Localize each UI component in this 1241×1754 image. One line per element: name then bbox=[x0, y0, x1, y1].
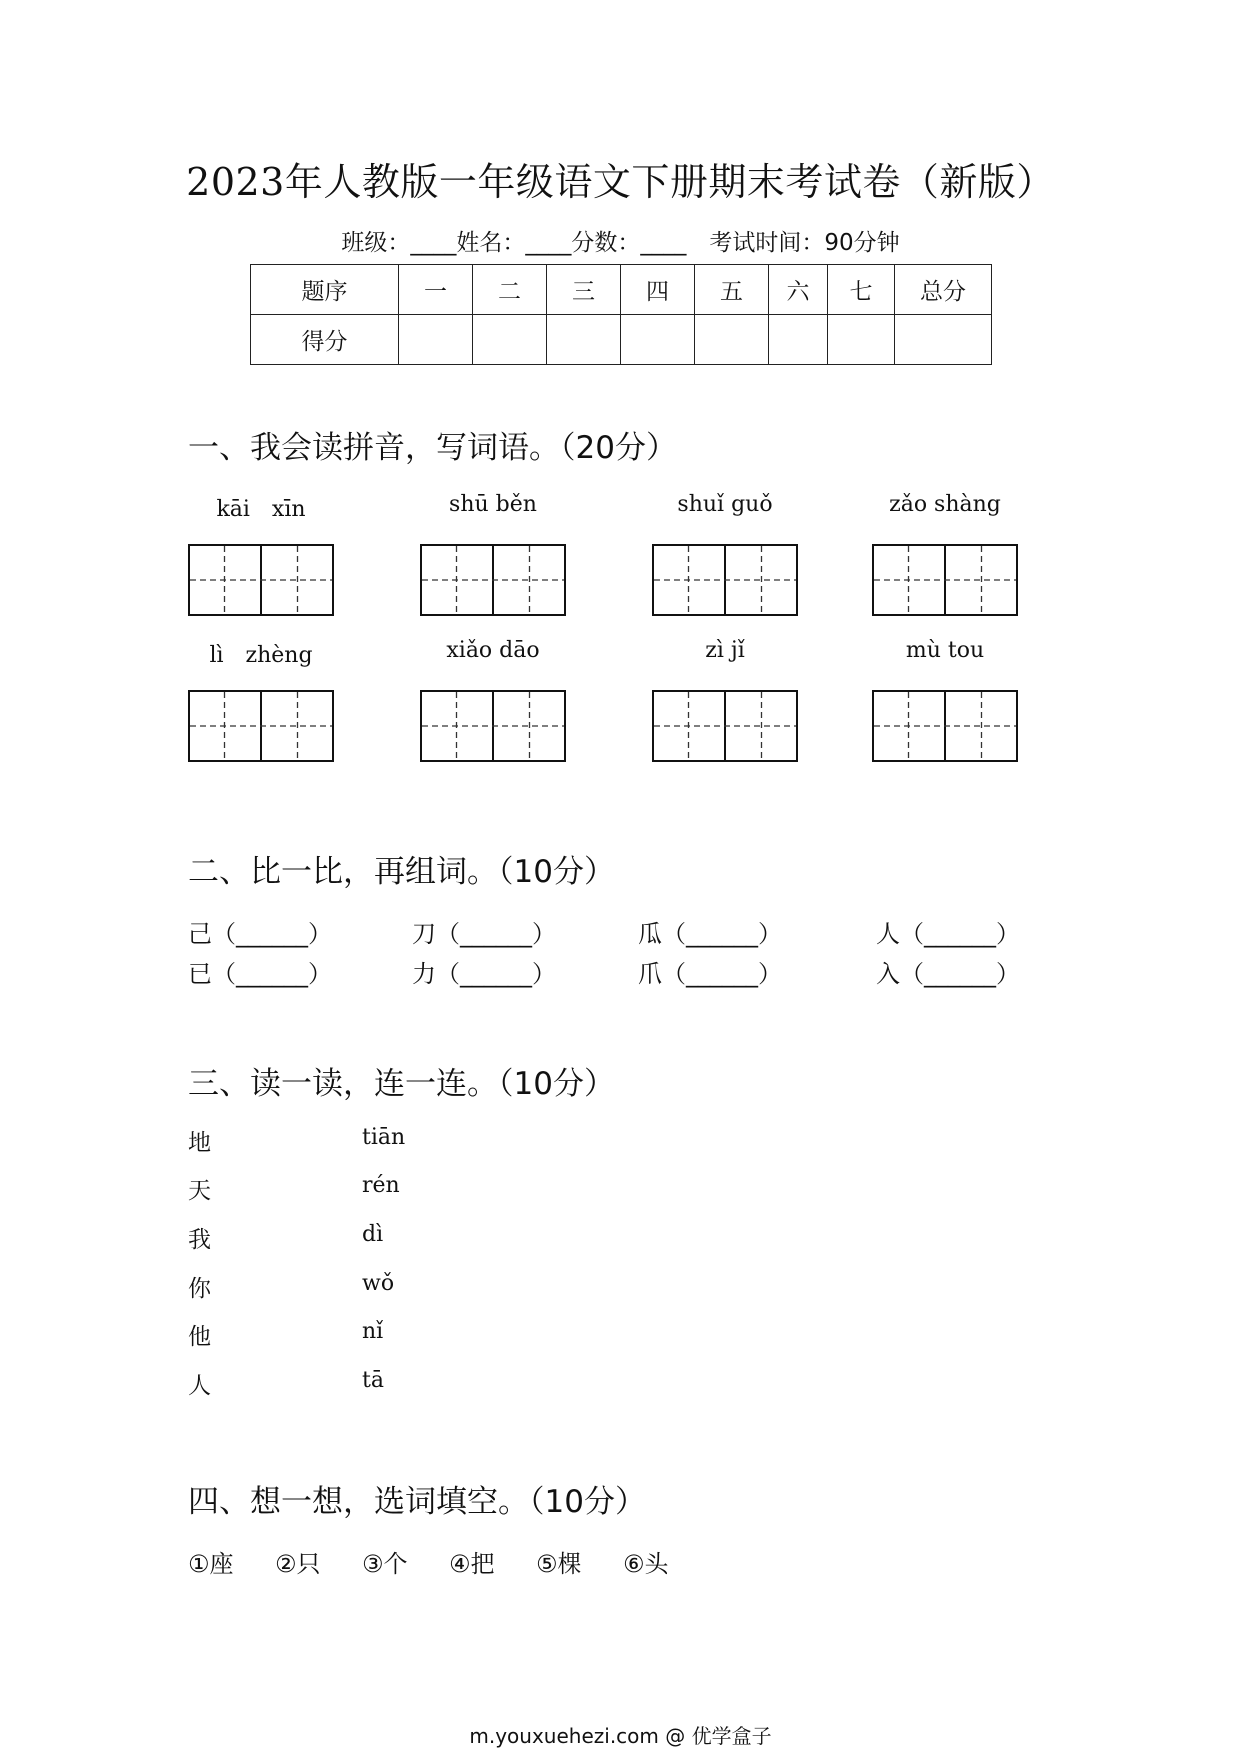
score-table-header-cell: 二 bbox=[473, 265, 547, 315]
match-pinyin[interactable]: tiān bbox=[362, 1125, 406, 1150]
page-title: 2023年人教版一年级语文下册期末考试卷（新版） bbox=[186, 160, 1055, 204]
pinyin-label: zǎo shàng bbox=[889, 492, 1001, 517]
match-char[interactable]: 他 bbox=[188, 1324, 211, 1350]
compare-item[interactable]: 瓜（______） bbox=[638, 920, 782, 948]
match-pinyin[interactable]: wǒ bbox=[362, 1271, 395, 1296]
tian-zi-grid-lines bbox=[188, 544, 334, 616]
tian-zi-grid-lines bbox=[420, 544, 566, 616]
score-cell[interactable] bbox=[828, 315, 895, 365]
tian-zi-grid[interactable] bbox=[188, 544, 334, 616]
score-cell[interactable] bbox=[399, 315, 473, 365]
tian-zi-grid[interactable] bbox=[652, 690, 798, 762]
match-char[interactable]: 天 bbox=[188, 1178, 211, 1204]
pinyin-label: mù tou bbox=[905, 638, 985, 663]
match-pinyin[interactable]: tā bbox=[362, 1368, 384, 1393]
score-table bbox=[250, 264, 992, 365]
section2-title: 二、比一比，再组词。（10分） bbox=[188, 854, 615, 890]
section4-title: 四、想一想，选词填空。（10分） bbox=[188, 1484, 646, 1520]
compare-item[interactable]: 已（______） bbox=[188, 960, 332, 988]
footer-watermark: m.youxuehezi.com @ 优学盒子 bbox=[469, 1724, 772, 1748]
compare-item[interactable]: 爪（______） bbox=[638, 960, 782, 988]
match-char[interactable]: 我 bbox=[188, 1227, 211, 1253]
match-pinyin[interactable]: rén bbox=[362, 1173, 400, 1198]
pinyin-label: shuǐ guǒ bbox=[677, 492, 773, 517]
score-table-header-cell: 三 bbox=[547, 265, 621, 315]
option-item: ⑤棵 bbox=[536, 1550, 582, 1578]
score-table-header-row bbox=[251, 265, 992, 315]
score-row-label: 得分 bbox=[251, 315, 399, 365]
score-table-header-cell: 题序 bbox=[251, 265, 399, 315]
match-char[interactable]: 地 bbox=[188, 1130, 211, 1156]
tian-zi-grid-lines bbox=[652, 544, 798, 616]
tian-zi-grid[interactable] bbox=[420, 544, 566, 616]
score-cell[interactable] bbox=[895, 315, 992, 365]
option-item: ④把 bbox=[449, 1550, 495, 1578]
score-table-header-cell: 七 bbox=[828, 265, 895, 315]
compare-item[interactable]: 力（______） bbox=[412, 960, 556, 988]
tian-zi-grid-lines bbox=[872, 690, 1018, 762]
score-table-header-cell: 总分 bbox=[895, 265, 992, 315]
tian-zi-grid[interactable] bbox=[872, 544, 1018, 616]
compare-item[interactable]: 己（______） bbox=[188, 920, 332, 948]
score-table-header-cell: 六 bbox=[769, 265, 828, 315]
option-item: ①座 bbox=[188, 1550, 234, 1578]
tian-zi-grid-lines bbox=[420, 690, 566, 762]
pinyin-label: kāi xīn bbox=[216, 497, 306, 522]
pinyin-label: shū běn bbox=[449, 492, 537, 517]
match-char[interactable]: 人 bbox=[188, 1373, 211, 1399]
score-cell[interactable] bbox=[621, 315, 695, 365]
tian-zi-grid-lines bbox=[188, 690, 334, 762]
score-table-header-cell: 五 bbox=[695, 265, 769, 315]
score-cell[interactable] bbox=[769, 315, 828, 365]
score-cell[interactable] bbox=[695, 315, 769, 365]
tian-zi-grid[interactable] bbox=[420, 690, 566, 762]
compare-item[interactable]: 刀（______） bbox=[412, 920, 556, 948]
score-table-header-cell: 一 bbox=[399, 265, 473, 315]
compare-item[interactable]: 人（______） bbox=[876, 920, 1020, 948]
option-item: ③个 bbox=[362, 1550, 408, 1578]
score-table-score-row bbox=[251, 315, 992, 365]
match-pinyin[interactable]: dì bbox=[362, 1222, 384, 1247]
option-item: ②只 bbox=[275, 1550, 321, 1578]
section3-title: 三、读一读，连一连。（10分） bbox=[188, 1066, 615, 1102]
score-table-header-cell: 四 bbox=[621, 265, 695, 315]
score-cell[interactable] bbox=[547, 315, 621, 365]
pinyin-label: lì zhèng bbox=[209, 643, 313, 668]
section1-title: 一、我会读拼音，写词语。（20分） bbox=[188, 430, 677, 466]
match-char[interactable]: 你 bbox=[188, 1276, 211, 1302]
tian-zi-grid[interactable] bbox=[652, 544, 798, 616]
score-cell[interactable] bbox=[473, 315, 547, 365]
pinyin-label: xiǎo dāo bbox=[446, 638, 540, 663]
pinyin-label: zì jǐ bbox=[705, 638, 745, 663]
tian-zi-grid-lines bbox=[872, 544, 1018, 616]
option-item: ⑥头 bbox=[623, 1550, 669, 1578]
tian-zi-grid-lines bbox=[652, 690, 798, 762]
student-info-line: 班级：____姓名：____分数：____ 考试时间：90分钟 bbox=[341, 230, 900, 256]
tian-zi-grid[interactable] bbox=[188, 690, 334, 762]
tian-zi-grid[interactable] bbox=[872, 690, 1018, 762]
match-pinyin[interactable]: nǐ bbox=[362, 1319, 384, 1344]
compare-item[interactable]: 入（______） bbox=[876, 960, 1020, 988]
